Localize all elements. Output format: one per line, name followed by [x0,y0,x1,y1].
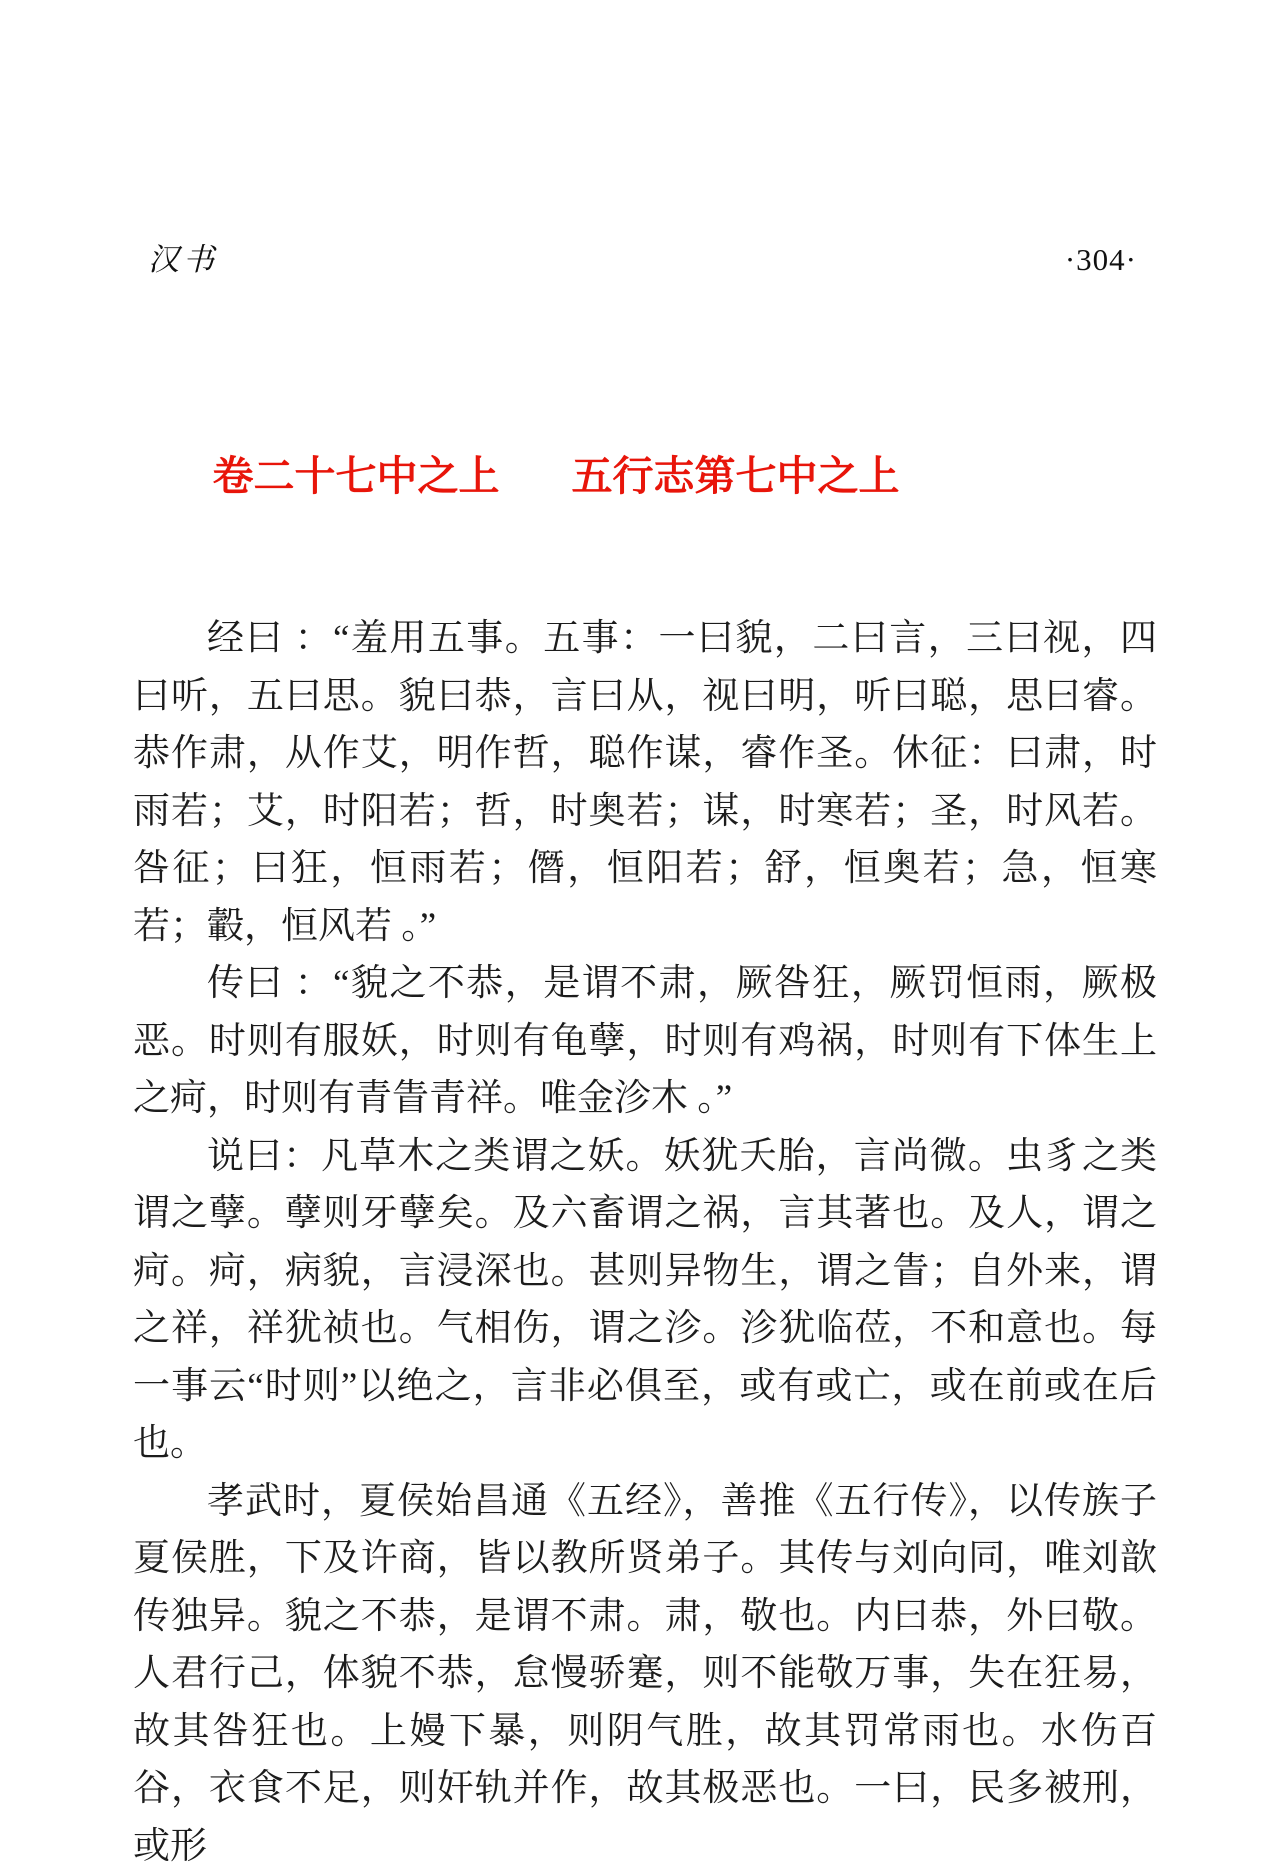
chapter-title-volume: 卷二十七中之上 [213,453,500,499]
chapter-title [45,452,1067,501]
running-header [148,234,1137,278]
paragraph-xiaowu: 孝武时，夏侯始昌通《五经》，善推《五行传》，以传族子夏侯胜，下及许商，皆以教所贤弟子。其传与刘向同，唯刘歆传独异。貌之不恭，是谓不肃。肃，敬也。内曰恭，外曰敬。人君行己，体貌不恭，怠慢骄蹇，则不能敬万事，失在狂易，故其咎狂也。上嫚下暴，则阴气胜，故其罚常雨也。水伤百谷，衣食不足，则奸轨并作，故其极恶也。一曰，民多被刑，或形 [133,1473,1157,1875]
book-title: 汉书 [148,234,218,279]
page-number: ·304· [1065,242,1137,278]
body-text [133,610,1157,1875]
paragraph-jing-yue: 经曰 ：“羞用五事。五事：一曰貌，二曰言，三曰视，四曰听，五曰思。貌曰恭，言曰从，视曰明，听曰聪，思曰睿。恭作肃，从作艾，明作哲，聪作谋，睿作圣。休征：曰肃，时雨若；艾，时阳若；哲，时奥若；谋，时寒若；圣，时风若。咎征；曰狂，恒雨若；僭，恒阳若；舒，恒奥若；急，恒寒若；轂，恒风若 。” [133,610,1157,955]
chapter-title-treatise: 五行志第七中之上 [572,452,900,501]
paragraph-shuo-yue: 说曰：凡草木之类谓之妖。妖犹夭胎，言尚微。虫豸之类谓之孽。孽则牙孽矣。及六畜谓之祸，言其著也。及人，谓之疴。疴，病貌，言浸深也。甚则异物生，谓之眚；自外来，谓之祥，祥犹祯也。气相伤，谓之沴。沴犹临莅，不和意也。每一事云“时则”以绝之，言非必俱至，或有或亡，或在前或在后也。 [133,1128,1157,1473]
paragraph-zhuan-yue: 传曰 ：“貌之不恭，是谓不肃，厥咎狂，厥罚恒雨，厥极恶。时则有服妖，时则有龟孽，时则有鸡祸，时则有下体生上之疴，时则有青眚青祥。唯金沴木 。” [133,955,1157,1128]
